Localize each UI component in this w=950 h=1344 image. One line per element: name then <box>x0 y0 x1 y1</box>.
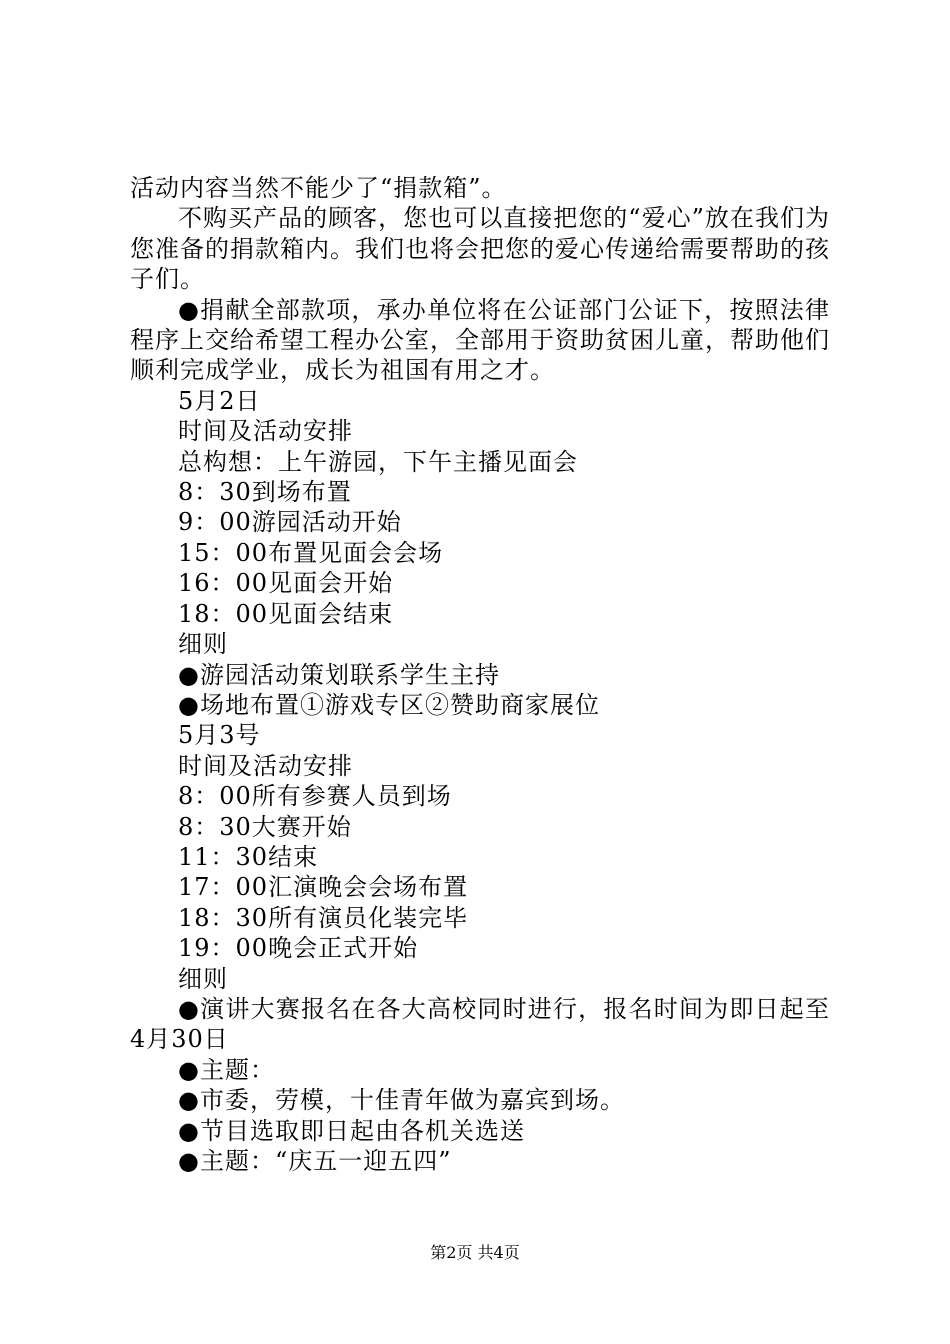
document-paragraph: 9：00游园活动开始 <box>178 508 402 537</box>
document-paragraph: 时间及活动安排 <box>178 417 353 446</box>
document-paragraph: ●节目选取即日起由各机关选送 <box>178 1116 525 1145</box>
document-paragraph: 细则 <box>178 630 228 659</box>
document-paragraph: ●市委，劳模，十佳青年做为嘉宾到场。 <box>178 1086 625 1115</box>
document-paragraph: 细则 <box>178 964 228 993</box>
document-paragraph: 不购买产品的顾客，您也可以直接把您的“爱心”放在我们为您准备的捐款箱内。我们也将会把您的爱心传递给需要帮助的孩子们。 <box>130 204 830 294</box>
document-paragraph: ●主题：“庆五一迎五四” <box>178 1147 452 1175</box>
document-paragraph: 5月2日 <box>178 386 261 415</box>
document-paragraph: 8：00所有参赛人员到场 <box>178 782 452 811</box>
document-paragraph: 18：30所有演员化装完毕 <box>178 903 469 932</box>
document-paragraph: 8：30到场布置 <box>178 478 352 507</box>
page-footer: 第2页 共4页 <box>430 1243 520 1262</box>
document-paragraph: 活动内容当然不能少了“捐款箱”。 <box>130 174 507 202</box>
document-paragraph: 17：00汇演晚会会场布置 <box>178 873 469 902</box>
document-paragraph: 5月3号 <box>178 721 261 750</box>
document-paragraph: ●场地布置①游戏专区②赞助商家展位 <box>178 690 600 719</box>
document-paragraph: ●捐献全部款项，承办单位将在公证部门公证下，按照法律程序上交给希望工程办公室，全部用于资助贫困儿童，帮助他们顺利完成学业，成长为祖国有用之才。 <box>130 295 830 385</box>
document-body <box>130 173 830 1176</box>
document-paragraph: 总构想：上午游园，下午主播见面会 <box>178 447 578 476</box>
document-paragraph: 18：00见面会结束 <box>178 599 394 628</box>
document-paragraph: 11：30结束 <box>178 842 319 871</box>
document-paragraph: 时间及活动安排 <box>178 751 353 780</box>
document-paragraph: ●主题： <box>178 1055 275 1084</box>
document-paragraph: ●演讲大赛报名在各大高校同时进行，报名时间为即日起至4月30日 <box>130 994 830 1054</box>
document-paragraph: 8：30大赛开始 <box>178 812 352 841</box>
document-paragraph: 15：00布置见面会会场 <box>178 538 444 567</box>
document-paragraph: 16：00见面会开始 <box>178 569 394 598</box>
document-paragraph: 19：00晚会正式开始 <box>178 934 419 963</box>
document-paragraph: ●游园活动策划联系学生主持 <box>178 660 500 689</box>
